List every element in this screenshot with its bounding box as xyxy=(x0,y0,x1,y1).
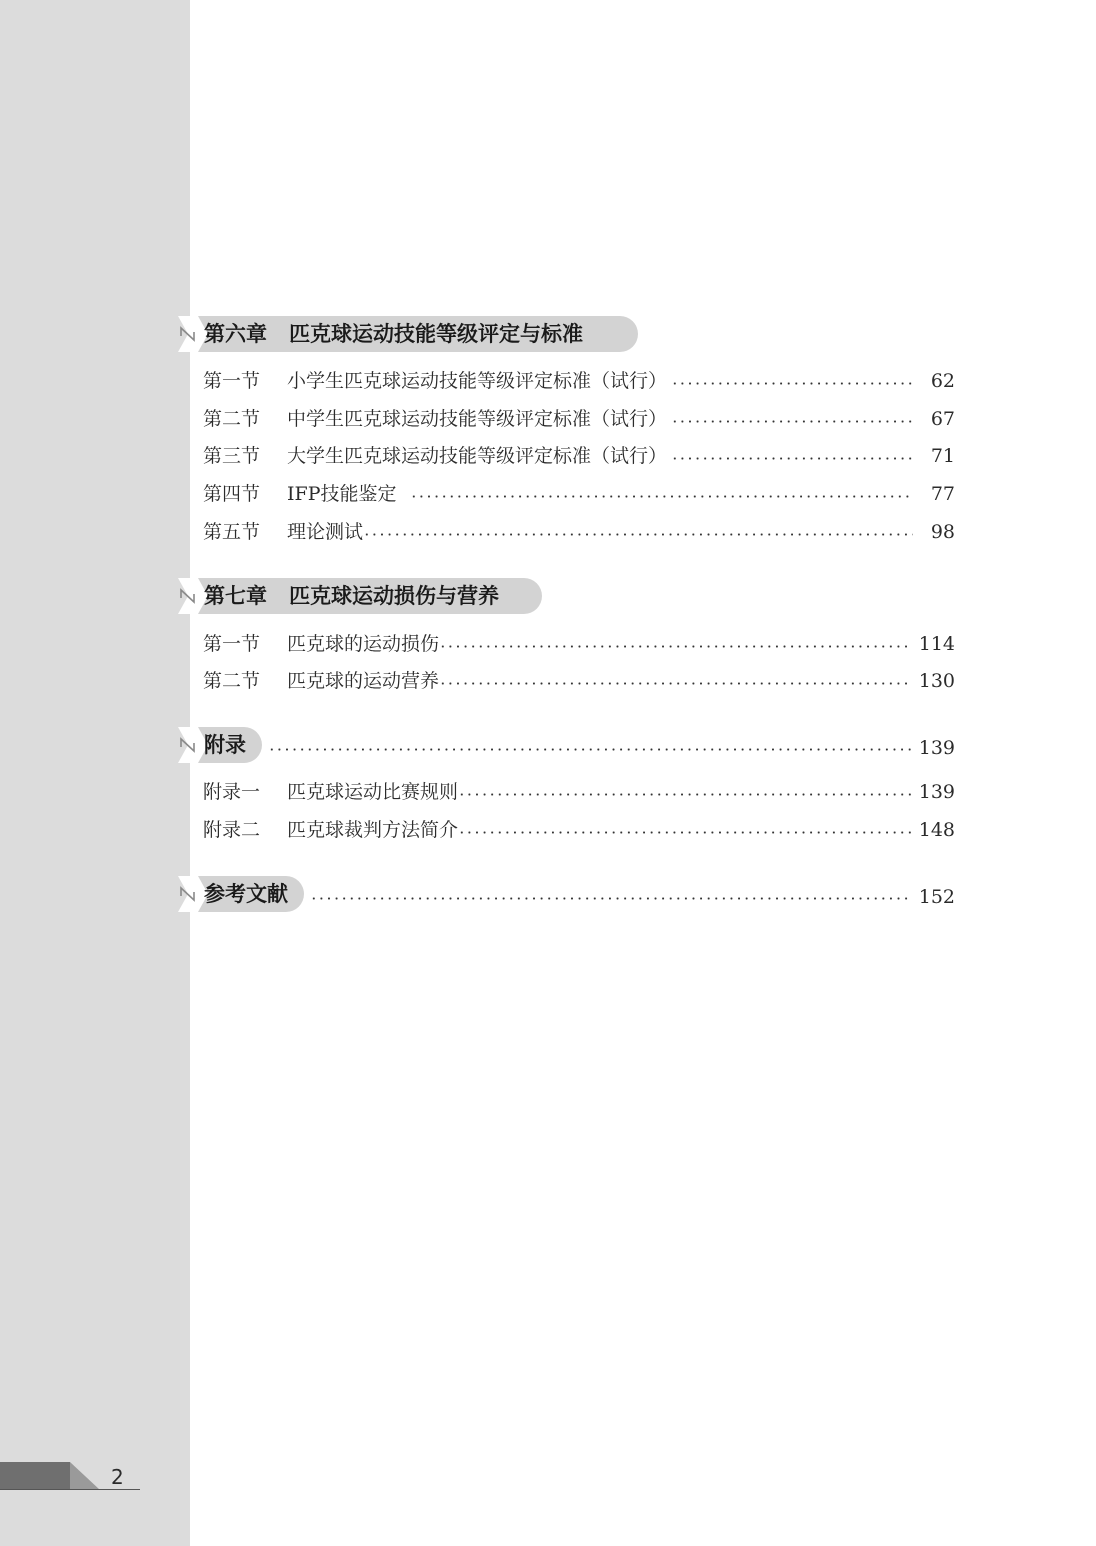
section-label: 第二节 xyxy=(203,408,261,430)
footer-bar xyxy=(0,1462,70,1490)
section-title: 中学生匹克球运动技能等级评定标准（试行） xyxy=(287,408,668,430)
section-label: 第二节 xyxy=(203,670,261,692)
toc-entry-appendix-2[interactable] xyxy=(203,816,955,844)
section-label: 附录一 xyxy=(203,781,261,803)
dot-leader xyxy=(671,457,913,460)
page-ref: 98 xyxy=(930,521,955,543)
section-label: 第四节 xyxy=(203,483,261,505)
chapter-7-heading[interactable] xyxy=(178,578,548,614)
page-ref: 67 xyxy=(930,408,955,430)
section-title: 匹克球的运动营养 xyxy=(287,670,440,692)
chapter-7-number: 第七章 xyxy=(204,584,267,608)
page-ref: 62 xyxy=(930,370,955,392)
toc-entry-7-2[interactable] xyxy=(203,667,955,695)
section-title: 匹克球裁判方法简介 xyxy=(287,819,459,841)
dot-leader xyxy=(671,382,913,385)
appendix-leader-row xyxy=(262,727,955,763)
dot-leader xyxy=(310,897,911,900)
references-label: 参考文献 xyxy=(204,882,288,906)
chapter-6-heading[interactable] xyxy=(178,316,638,352)
section-title: 大学生匹克球运动技能等级评定标准（试行） xyxy=(287,445,668,467)
section-label: 附录二 xyxy=(203,819,261,841)
toc-entry-6-4[interactable] xyxy=(203,480,955,508)
page-ref: 77 xyxy=(930,483,955,505)
section-title: 小学生匹克球运动技能等级评定标准（试行） xyxy=(287,370,668,392)
footer-triangle-icon xyxy=(70,1462,100,1490)
page-ref: 139 xyxy=(918,737,955,759)
section-title: IFP技能鉴定 xyxy=(287,483,397,505)
chapter-7-label xyxy=(204,578,499,614)
appendix-heading[interactable] xyxy=(178,727,268,763)
toc-entry-6-1[interactable] xyxy=(203,367,955,395)
section-label: 第一节 xyxy=(203,633,261,655)
page-ref: 148 xyxy=(918,819,955,841)
dot-leader xyxy=(458,793,911,796)
chapter-6-label xyxy=(204,316,583,352)
dot-leader xyxy=(439,645,911,648)
dot-leader xyxy=(458,831,911,834)
dot-leader xyxy=(439,682,911,685)
section-label: 第五节 xyxy=(203,521,261,543)
dot-leader xyxy=(363,533,913,536)
chapter-6-number: 第六章 xyxy=(204,322,267,346)
page-ref: 139 xyxy=(918,781,955,803)
chapter-7-title: 匹克球运动损伤与营养 xyxy=(289,584,499,608)
dot-leader xyxy=(671,420,913,423)
page-ref: 152 xyxy=(918,886,955,908)
references-leader-row xyxy=(304,876,955,912)
page-ref: 130 xyxy=(918,670,955,692)
page-ref: 71 xyxy=(930,445,955,467)
page-number: 2 xyxy=(111,1465,124,1489)
section-title: 匹克球运动比赛规则 xyxy=(287,781,459,803)
page-ref: 114 xyxy=(918,633,955,655)
toc-entry-appendix-1[interactable] xyxy=(203,778,955,806)
toc-entry-6-2[interactable] xyxy=(203,405,955,433)
references-heading[interactable] xyxy=(178,876,308,912)
dot-leader xyxy=(268,748,911,751)
dot-leader xyxy=(410,495,913,498)
chapter-6-title: 匹克球运动技能等级评定与标准 xyxy=(289,322,583,346)
toc-entry-7-1[interactable] xyxy=(203,630,955,658)
appendix-label: 附录 xyxy=(204,733,246,757)
section-label: 第三节 xyxy=(203,445,261,467)
section-title: 理论测试 xyxy=(287,521,364,543)
section-title: 匹克球的运动损伤 xyxy=(287,633,440,655)
toc-entry-6-3[interactable] xyxy=(203,442,955,470)
toc-entry-6-5[interactable] xyxy=(203,518,955,546)
section-label: 第一节 xyxy=(203,370,261,392)
